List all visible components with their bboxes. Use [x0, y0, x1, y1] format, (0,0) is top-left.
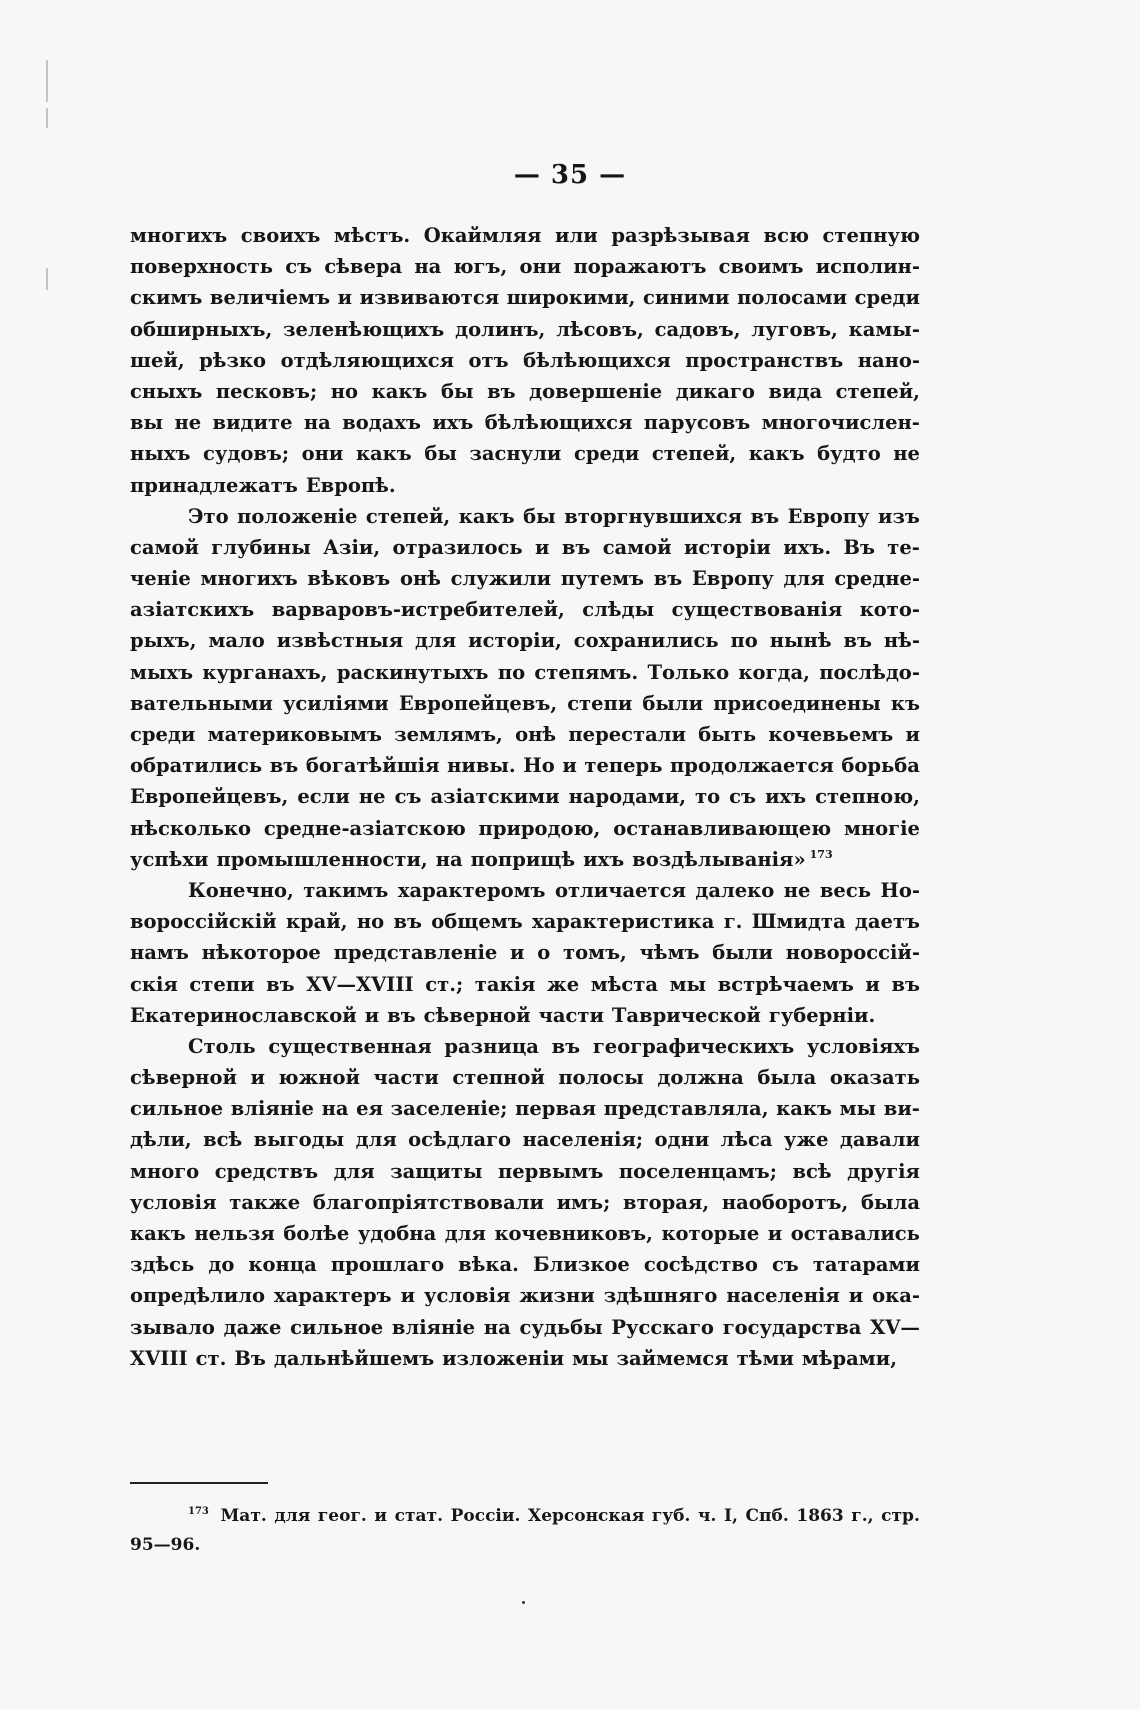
paragraph-line: рыхъ, мало извѣстныя для исторіи, сохранились по нынѣ въ нѣ- — [130, 629, 920, 653]
paragraph-line: успѣхи промышленности, на поприщѣ ихъ воздѣлыванія» 173 — [130, 844, 920, 875]
paragraph-line: дѣли, всѣ выгоды для осѣдлаго населенія; одни лѣса уже давали — [130, 1128, 920, 1152]
paragraph-line: поверхность съ сѣвера на югъ, они поражаютъ своимъ исполин- — [130, 255, 920, 279]
paragraph-line: опредѣлило характеръ и условія жизни здѣшняго населенія и ока- — [130, 1284, 920, 1308]
paragraph-line: XVIII ст. Въ дальнѣйшемъ изложеніи мы займемся тѣми мѣрами, — [130, 1346, 897, 1370]
paragraph-line: принадлежатъ Европѣ. — [130, 473, 396, 497]
paragraph-line: азіатскихъ варваровъ-истребителей, слѣды существованія кото- — [130, 598, 920, 622]
footnote-separator — [130, 1482, 268, 1484]
paragraph-line: Екатеринославской и въ сѣверной части Таврической губерніи. — [130, 1003, 876, 1027]
paragraph-line: ныхъ судовъ; они какъ бы заснули среди степей, какъ будто не — [130, 442, 920, 466]
footnote — [130, 1502, 920, 1560]
paragraph-line: намъ нѣкоторое представленіе и о томъ, чѣмъ были новороссій- — [130, 941, 920, 965]
paragraph-line: условія также благопріятствовали имъ; вторая, наоборотъ, была — [130, 1190, 920, 1214]
paragraph-line: многихъ своихъ мѣстъ. Окаймляя или разрѣзывая всю степную — [130, 224, 920, 247]
paragraph-line: какъ нельзя болѣе удобна для кочевниковъ, которые и оставались — [130, 1222, 920, 1245]
footnote-number: 173 — [188, 1506, 209, 1517]
paragraph-line: Столь существенная разница въ географическихъ условіяхъ — [188, 1034, 920, 1058]
paragraph-line: сильное вліяніе на ея заселеніе; первая представляла, какъ мы ви- — [130, 1097, 920, 1121]
paragraph-line: шей, рѣзко отдѣляющихся отъ бѣлѣющихся пространствъ нано- — [130, 348, 920, 372]
paragraph-line: сныхъ песковъ; но какъ бы въ довершеніе дикаго вида степей, — [130, 379, 920, 403]
paragraph-line: самой глубины Азіи, отразилось и въ самой исторіи ихъ. Въ те- — [130, 535, 920, 559]
paragraph-line: вороссійскій край, но въ общемъ характеристика г. Шмидта даетъ — [130, 910, 920, 934]
paragraph-line: нѣсколько средне-азіатскою природою, останавливающею многіе — [130, 816, 920, 840]
scan-edge-mark — [46, 268, 48, 290]
paragraph-line: вательными усиліями Европейцевъ, степи были присоединены къ — [130, 691, 920, 715]
scan-edge-mark — [46, 108, 48, 128]
paragraph-line: сѣверной и южной части степной полосы должна была оказать — [130, 1066, 920, 1090]
paragraph-line: Европейцевъ, если не съ азіатскими народами, то съ ихъ степною, — [130, 785, 920, 809]
paragraph-line: ченіе многихъ вѣковъ онѣ служили путемъ въ Европу для средне- — [130, 567, 920, 591]
footnote-line: 173 Мат. для геог. и стат. Россіи. Херсонская губ. ч. I, Спб. 1863 г., стр. — [130, 1502, 920, 1531]
paragraph-line: Конечно, такимъ характеромъ отличается далеко не весь Но- — [188, 878, 920, 902]
paragraph-line: Это положеніе степей, какъ бы вторгнувшихся въ Европу изъ — [188, 504, 920, 528]
paragraph-line: вы не видите на водахъ ихъ бѣлѣющихся парусовъ многочислен- — [130, 411, 920, 435]
footnote-line: 95—96. — [130, 1535, 201, 1555]
paragraph-line: скимъ величіемъ и извиваются широкими, синими полосами среди — [130, 286, 920, 310]
body-text — [130, 220, 920, 1374]
scan-speck — [522, 1601, 525, 1604]
paragraph-line: много средствъ для защиты первымъ поселенцамъ; всѣ другія — [130, 1159, 920, 1183]
paragraph-line: обратились въ богатѣйшія нивы. Но и теперь продолжается борьба — [130, 754, 920, 778]
paragraph-line: среди материковымъ землямъ, онѣ перестали быть кочевьемъ и — [130, 723, 920, 746]
paragraph-line: скія степи въ XV—XVIII ст.; такія же мѣста мы встрѣчаемъ и въ — [130, 972, 920, 996]
paragraph-line: зывало даже сильное вліяніе на судьбы Русскаго государства XV— — [130, 1315, 920, 1339]
scan-edge-mark — [46, 60, 48, 102]
paragraph-line: мыхъ курганахъ, раскинутыхъ по степямъ. Только когда, послѣдо- — [130, 660, 920, 684]
page-number: — 35 — — [513, 160, 627, 190]
paragraph-line: здѣсь до конца прошлаго вѣка. Близкое сосѣдство съ татарами — [130, 1253, 920, 1277]
footnote-ref: 173 — [809, 847, 833, 861]
paragraph-line: обширныхъ, зеленѣющихъ долинъ, лѣсовъ, садовъ, луговъ, камы- — [130, 317, 920, 341]
